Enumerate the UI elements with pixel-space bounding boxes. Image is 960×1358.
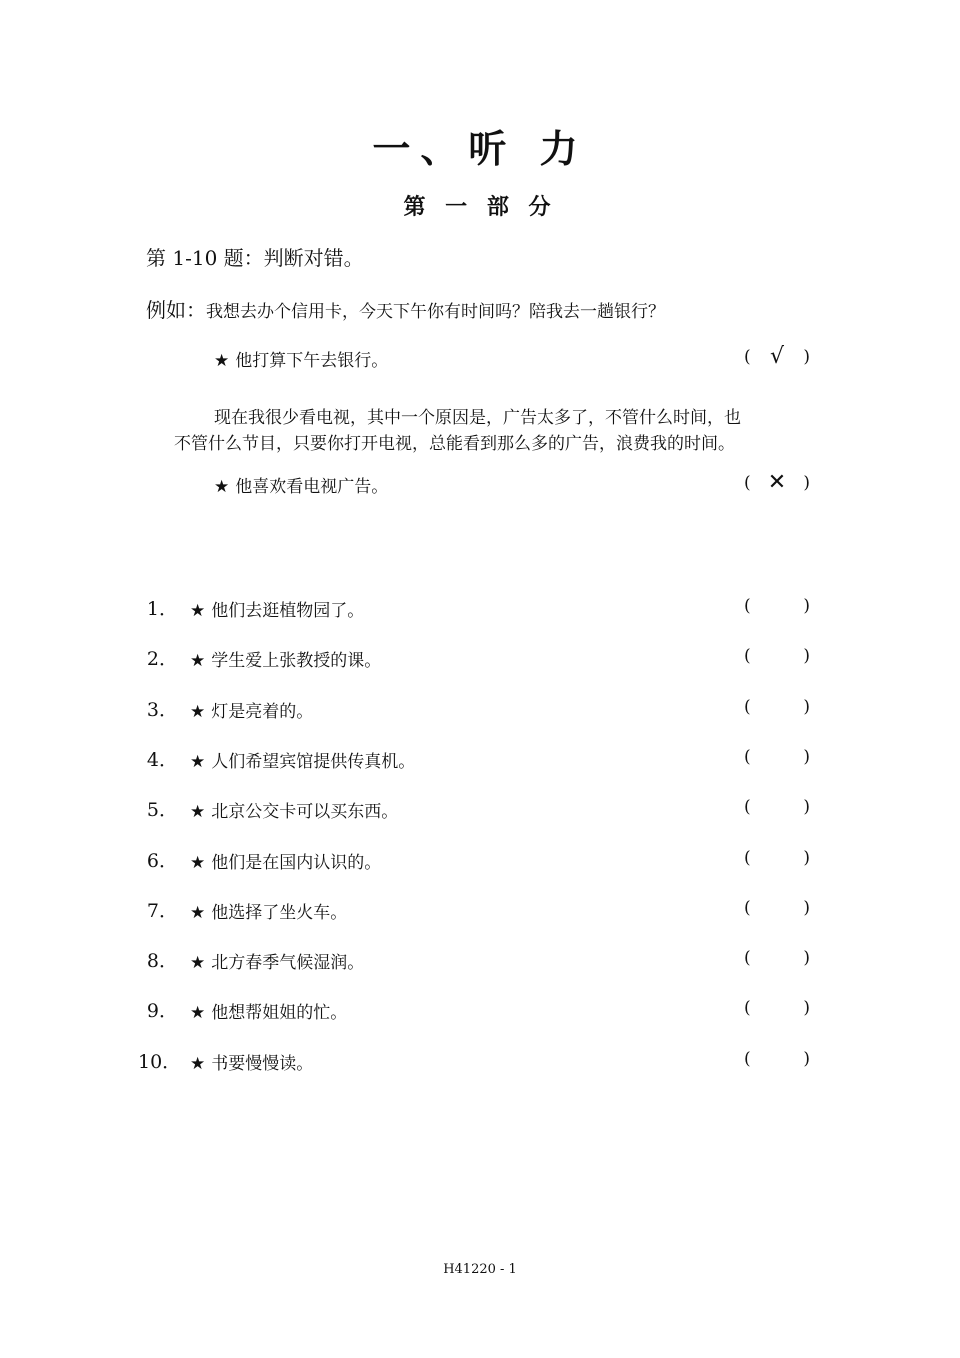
example2-answer-box	[744, 472, 810, 494]
star-icon: ★	[190, 902, 206, 923]
example-statement-text: 他打算下午去银行。	[235, 351, 389, 371]
paren-open: (	[744, 746, 751, 767]
question-statement	[190, 898, 347, 923]
example-answer-box	[744, 346, 810, 368]
answer-box[interactable]	[744, 1049, 810, 1069]
answer-box[interactable]	[744, 697, 810, 717]
example-prompt	[146, 294, 665, 323]
paren-close: )	[803, 696, 810, 717]
instruction: 第 1-10 题：判断对错。	[146, 246, 364, 270]
question-text: 北方春季气候湿润。	[211, 953, 365, 974]
example2-statement	[214, 472, 388, 497]
question-statement	[190, 747, 415, 772]
question-text: 他选择了坐火车。	[211, 902, 348, 923]
passage-line-2: 不管什么节目，只要你打开电视，总能看到那么多的广告，浪费我的时间。	[174, 434, 735, 454]
paren-open: (	[744, 998, 751, 1019]
star-icon: ★	[190, 852, 206, 873]
question-statement	[190, 948, 364, 973]
answer-box[interactable]	[744, 998, 810, 1018]
question-number: 7．	[146, 899, 178, 922]
part-title: 第 一 部 分	[403, 195, 557, 220]
paren-close: )	[803, 473, 810, 493]
paren-open: (	[744, 696, 751, 717]
question-number: 6．	[146, 849, 178, 872]
star-icon: ★	[214, 351, 230, 371]
paren-close: )	[803, 596, 810, 616]
star-icon: ★	[190, 802, 206, 823]
star-icon: ★	[190, 651, 206, 672]
question-statement	[190, 646, 381, 671]
paren-open: (	[744, 347, 751, 367]
question-text: 他们是在国内认识的。	[211, 852, 382, 873]
question-text: 他们去逛植物园了。	[211, 601, 365, 621]
paren-close: )	[803, 847, 810, 868]
question-statement	[190, 797, 398, 822]
answer-box[interactable]	[744, 948, 810, 968]
answer-box[interactable]	[744, 596, 810, 616]
question-text: 人们希望宾馆提供传真机。	[211, 751, 416, 772]
star-icon: ★	[190, 701, 206, 722]
paren-close: )	[803, 746, 810, 767]
question-number: 9．	[146, 1000, 178, 1023]
paren-open: (	[744, 1048, 751, 1069]
paren-open: (	[744, 897, 751, 918]
question-number: 8．	[146, 950, 178, 973]
question-number: 4．	[146, 748, 178, 771]
question-text: 书要慢慢读。	[211, 1053, 314, 1074]
question-number: 10．	[138, 1050, 182, 1073]
example2-statement-text: 他喜欢看电视广告。	[235, 477, 389, 497]
question-statement	[190, 998, 347, 1023]
star-icon: ★	[190, 953, 206, 974]
star-icon: ★	[190, 601, 206, 621]
paren-close: )	[803, 797, 810, 818]
star-icon: ★	[190, 1053, 206, 1074]
answer-box[interactable]	[744, 646, 810, 666]
question-statement	[190, 596, 364, 621]
section-title: 一、听 力	[372, 127, 588, 171]
example-text: 我想去办个信用卡，今天下午你有时间吗？陪我去一趟银行？	[206, 302, 665, 322]
star-icon: ★	[214, 477, 230, 497]
paren-close: )	[803, 998, 810, 1019]
answer-box[interactable]	[744, 797, 810, 817]
example2-passage	[174, 405, 814, 457]
paren-close: )	[803, 948, 810, 969]
paren-open: (	[744, 646, 751, 667]
star-icon: ★	[190, 1003, 206, 1024]
question-number: 1．	[146, 598, 178, 620]
answer-box[interactable]	[744, 898, 810, 918]
question-statement	[190, 848, 381, 873]
paren-close: )	[803, 347, 810, 367]
example-statement	[214, 346, 388, 371]
page-footer: H41220 - 1	[443, 1262, 517, 1277]
question-number: 2．	[146, 648, 178, 671]
paren-close: )	[803, 897, 810, 918]
example-lead: 例如：	[146, 298, 206, 322]
cross-mark-icon: ✕	[767, 470, 787, 495]
paren-close: )	[803, 646, 810, 667]
paren-open: (	[744, 596, 751, 616]
answer-box[interactable]	[744, 747, 810, 767]
question-number: 5．	[146, 799, 178, 822]
question-text: 北京公交卡可以买东西。	[211, 802, 399, 823]
star-icon: ★	[190, 751, 206, 772]
passage-line-1: 现在我很少看电视，其中一个原因是，广告太多了，不管什么时间，也	[214, 408, 741, 428]
question-statement	[190, 1049, 313, 1074]
question-text: 他想帮姐姐的忙。	[211, 1003, 348, 1024]
check-mark-icon: √	[769, 344, 785, 369]
paren-close: )	[803, 1048, 810, 1069]
paren-open: (	[744, 797, 751, 818]
question-text: 灯是亮着的。	[211, 701, 314, 722]
paren-open: (	[744, 473, 751, 493]
paren-open: (	[744, 948, 751, 969]
paren-open: (	[744, 847, 751, 868]
answer-box[interactable]	[744, 848, 810, 868]
question-number: 3．	[146, 698, 178, 721]
question-text: 学生爱上张教授的课。	[211, 651, 382, 672]
question-statement	[190, 697, 313, 722]
